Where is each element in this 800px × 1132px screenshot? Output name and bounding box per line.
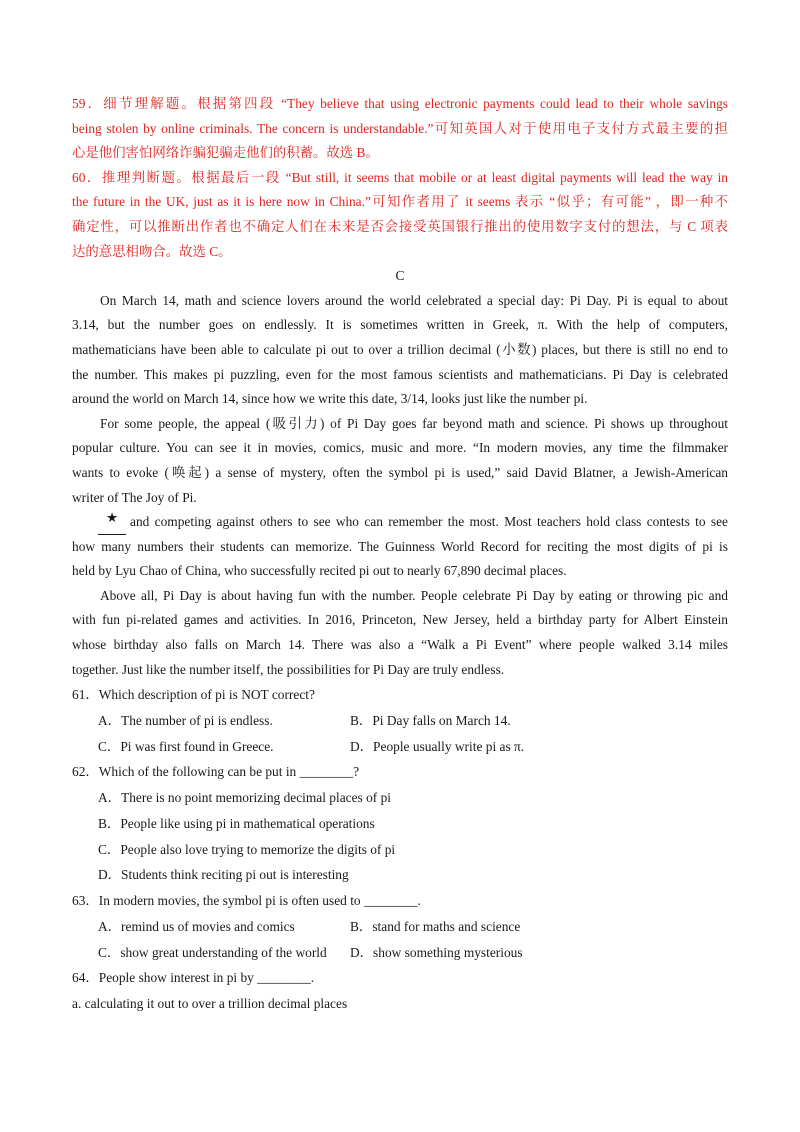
question-63 (72, 888, 728, 965)
option-a: A．remind us of movies and comics (98, 918, 295, 934)
option-a: A．There is no point memorizing decimal places of pi (98, 790, 392, 806)
answer-line: 60．推理判断题。根据最后一段 “But still, it seems that mobile or at least digital payments will lead the way in (72, 169, 728, 185)
blank-star: ★ (98, 510, 126, 535)
question-stem: 63．In modern movies, the symbol pi is often used to ________. (72, 893, 421, 909)
paragraph-line: mathematicians have been able to calculate pi out to over a trillion decimal (小数) places, but there is still no end to (72, 341, 728, 357)
paragraph-line: with fun pi-related games and activities. In 2016, Princeton, New Jersey, held a birthday party for Albert Einstein (72, 612, 728, 628)
question-stem: 62．Which of the following can be put in ________? (72, 764, 360, 780)
paragraph-line: On March 14, math and science lovers around the world celebrated a special day: Pi Day. Pi is equal to about (100, 292, 728, 308)
answer-line: being stolen by online criminals. The concern is understandable.”可知英国人对于使用电子支付方式最主要的担 (72, 120, 728, 136)
option-a: A．The number of pi is endless. (98, 712, 273, 728)
option-b: B．stand for maths and science (350, 918, 521, 934)
option-a: a. calculating it out to over a trillion decimal places (72, 996, 348, 1011)
option-d: D．People usually write pi as π. (350, 738, 525, 754)
paragraph-4 (72, 584, 728, 682)
question-64 (72, 965, 728, 1016)
paragraph-line: around the world on March 14, since how we write this date, 3/14, looks just like the number pi. (72, 391, 588, 407)
paragraph-line-text: and competing against others to see who can remember the most. Most teachers hold class contests to see (130, 514, 728, 530)
section-label: C (395, 268, 405, 284)
option-d: D．show something mysterious (350, 944, 523, 960)
option-b: B．Pi Day falls on March 14. (350, 712, 511, 728)
answer-60 (72, 166, 728, 264)
question-62 (72, 759, 728, 888)
paragraph-line: 3.14, but the number goes on endlessly. It is sometimes written in Greek, π. With the help of computers, (72, 317, 728, 333)
answer-line: 确定性，可以推断出作者也不确定人们在未来是否会接受英国银行推出的使用数字支付的想法，与 C 项表 (72, 218, 728, 234)
question-stem: 61．Which description of pi is NOT correct? (72, 687, 315, 703)
paragraph-line: For some people, the appeal (吸引力) of Pi Day goes far beyond math and science. Pi shows up throughout (100, 415, 728, 431)
answer-line: the future in the UK, just as it is here now in China.”可知作者用了 it seems 表示 “似乎；有可能” ，即一种不 (72, 194, 728, 210)
paragraph-2 (72, 412, 728, 510)
question-61 (72, 682, 728, 759)
option-c: C．Pi was first found in Greece. (98, 738, 274, 754)
question-stem: 64．People show interest in pi by ________. (72, 970, 315, 986)
paragraph-line: writer of The Joy of Pi. (72, 489, 197, 505)
option-c: C．show great understanding of the world (98, 944, 327, 960)
document-page (72, 92, 728, 1017)
option-row (72, 914, 728, 940)
paragraph-1 (72, 289, 728, 412)
answer-line: 心是他们害怕网络诈骗犯骗走他们的积蓄。故选 B。 (72, 145, 379, 161)
paragraph-line: the number. This makes pi puzzling, even for the most famous scientists and mathematicians. Pi Day is celebrated (72, 366, 728, 382)
answer-line: 达的意思相吻合。故选 C。 (72, 243, 232, 259)
paragraph-line: popular culture. You can see it in movies, comics, music and more. “In modern movies, any time the filmmaker (72, 440, 728, 456)
paragraph-line: together. Just like the number itself, the possibilities for Pi Day are truly endless. (72, 661, 505, 677)
paragraph-line: whose birthday also falls on March 14. There was also a “Walk a Pi Event” where people walked 3.14 miles (72, 637, 728, 653)
paragraph-line (72, 510, 728, 535)
option-row (72, 734, 728, 760)
answer-line: 59．细节理解题。根据第四段 “They believe that using electronic payments could lead to their whole savings (72, 96, 728, 111)
option-row (72, 940, 728, 966)
paragraph-line: Above all, Pi Day is about having fun with the number. People celebrate Pi Day by eating or throwing pic and (100, 587, 728, 603)
paragraph-line: held by Lyu Chao of China, who successfully recited pi out to nearly 67,890 decimal places. (72, 563, 567, 579)
paragraph-line: how many numbers their students can memorize. The Guinness World Record for reciting the most digits of pi is (72, 538, 728, 554)
option-c: C．People also love trying to memorize the digits of pi (98, 841, 396, 857)
paragraph-3 (72, 510, 728, 584)
answer-59 (72, 92, 728, 166)
option-b: B．People like using pi in mathematical operations (98, 815, 375, 831)
option-row (72, 708, 728, 734)
option-d: D．Students think reciting pi out is interesting (98, 867, 349, 883)
paragraph-line: wants to evoke (唤起) a sense of mystery, often the symbol pi is used,” said David Blatner, a Jewish-American (72, 464, 728, 480)
